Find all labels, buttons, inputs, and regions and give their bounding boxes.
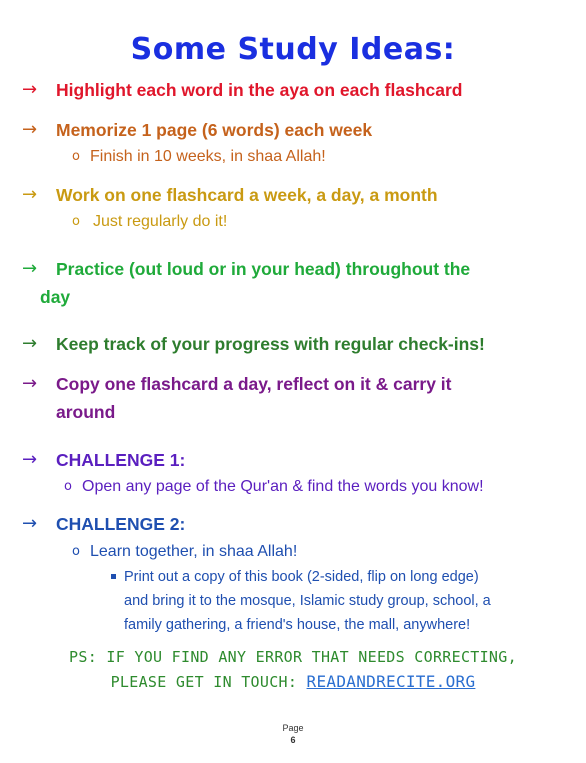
circle-bullet-icon: o (72, 149, 80, 164)
study-idea-2-sub: Finish in 10 weeks, in shaa Allah! (90, 148, 326, 165)
arrow-icon: → (22, 79, 38, 100)
challenge-2-detail-line-1: Print out a copy of this book (2-sided, flip on long edge) (124, 569, 479, 585)
page-title: Some Study Ideas: (130, 32, 456, 67)
challenge-2-label: CHALLENGE 2: (56, 514, 186, 534)
arrow-icon: → (22, 119, 38, 140)
challenge-2-detail-line-3: family gathering, a friend's house, the mall, anywhere! (124, 617, 471, 633)
website-link[interactable]: READANDRECITE.ORG (306, 672, 476, 691)
ps-note-line-2 (0, 670, 586, 694)
study-idea-3-label: Work on one flashcard a week, a day, a month (56, 185, 438, 205)
arrow-icon: → (22, 513, 38, 534)
study-idea-4-label: Practice (out loud or in your head) throughout the (56, 259, 471, 279)
page-number: 6 (290, 735, 296, 745)
ps-note-prefix: PLEASE GET IN TOUCH: (110, 673, 307, 691)
study-idea-2-label: Memorize 1 page (6 words) each week (56, 120, 373, 140)
arrow-icon: → (22, 373, 38, 394)
challenge-2-sub: Learn together, in shaa Allah! (90, 543, 298, 560)
arrow-icon: → (22, 258, 38, 279)
arrow-icon: → (22, 449, 38, 470)
circle-bullet-icon: o (72, 544, 80, 559)
ps-note-line-1: PS: IF YOU FIND ANY ERROR THAT NEEDS CORRECTING, (69, 648, 517, 666)
challenge-1-sub: Open any page of the Qur'an & find the words you know! (82, 478, 484, 495)
arrow-icon: → (22, 184, 38, 205)
circle-bullet-icon: o (64, 479, 72, 494)
page-label: Page (282, 723, 304, 733)
study-idea-1-label: Highlight each word in the aya on each flashcard (56, 80, 463, 100)
challenge-1-label: CHALLENGE 1: (56, 450, 186, 470)
arrow-icon: → (22, 333, 38, 354)
circle-bullet-icon: o (72, 214, 80, 229)
square-bullet-icon (111, 574, 116, 579)
study-idea-6-label: Copy one flashcard a day, reflect on it & carry it (56, 374, 452, 394)
study-idea-6-label-cont: around (56, 402, 116, 422)
study-idea-4-label-cont: day (40, 287, 71, 307)
study-idea-5-label: Keep track of your progress with regular check-ins! (56, 334, 485, 354)
challenge-2-detail-line-2: and bring it to the mosque, Islamic study group, school, a (124, 593, 491, 609)
study-idea-3-sub: Just regularly do it! (93, 213, 228, 230)
